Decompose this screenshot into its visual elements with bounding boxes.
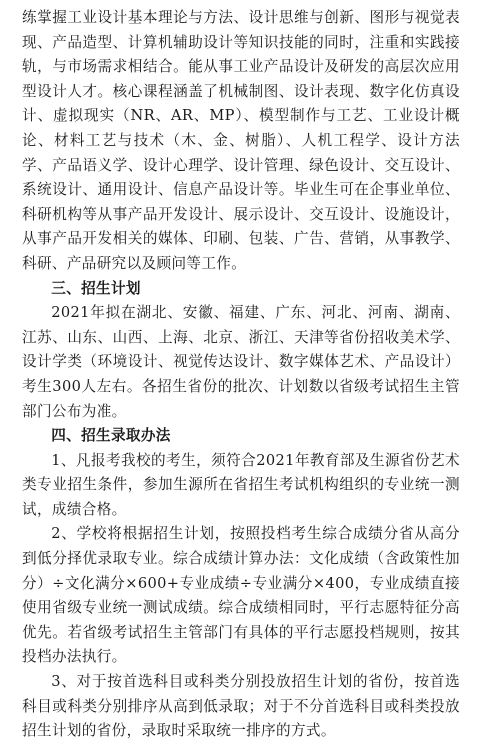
admission-rule-1-paragraph: 1、凡报考我校的考生，须符合2021年教育部及生源省份艺术类专业招生条件，参加生源所在省招生考试机构组织的专业统一测试，成绩合格。 — [22, 451, 460, 518]
section-heading-enrollment-plan: 三、招生计划 — [51, 279, 141, 297]
enrollment-plan-paragraph: 2021年拟在湖北、安徽、福建、广东、河北、河南、湖南、江苏、山东、山西、上海、北京、浙江、天津等省份招收美术学、设计学类（环境设计、视觉传达设计、数字媒体艺术、产品设计）考生300人左右。各招生省份的批次、计划数以省级考试招生主管部门公布为准。 — [22, 304, 460, 420]
admission-rule-2-paragraph: 2、学校将根据招生计划，按照投档考生综合成绩分省从高分到低分择优录取专业。综合成绩计算办法：文化成绩（含政策性加分）÷文化满分×600+专业成绩÷专业满分×400，专业成绩直接使用省级专业统一测试成绩。综合成绩相同时，平行志愿特征分高优先。若省级考试招生主管部门有具体的平行志愿投档规则，按其投档办法执行。 — [22, 525, 460, 666]
intro-paragraph: 练掌握工业设计基本理论与方法、设计思维与创新、图形与视觉表现、产品造型、计算机辅助设计等知识技能的同时，注重和实践接轨，与市场需求相结合。能从事工业产品设计及研发的高层次应用型设计人才。核心课程涵盖了机械制图、设计表现、数字化仿真设计、虚拟现实（NR、AR、MP）、模型制作与工艺、工业设计概论、材料工艺与技术（木、金、树脂）、人机工程学、设计方法学、产品语义学、设计心理学、设计管理、绿色设计、交互设计、系统设计、通用设计、信息产品设计等。毕业生可在企事业单位、科研机构等从事产品开发设计、展示设计、交互设计、设施设计，从事产品开发相关的媒体、印刷、包装、广告、营销，从事教学、科研、产品研究以及顾问等工作。 — [22, 9, 460, 272]
section-heading-admission-method: 四、招生录取办法 — [51, 427, 171, 445]
admission-rule-3-paragraph: 3、对于按首选科目或科类分别投放招生计划的省份，按首选科目或科类分别排序从高到低录取；对于不分首选科目或科类投放招生计划的省份，录取时采取统一排序的方式。 — [22, 673, 460, 740]
